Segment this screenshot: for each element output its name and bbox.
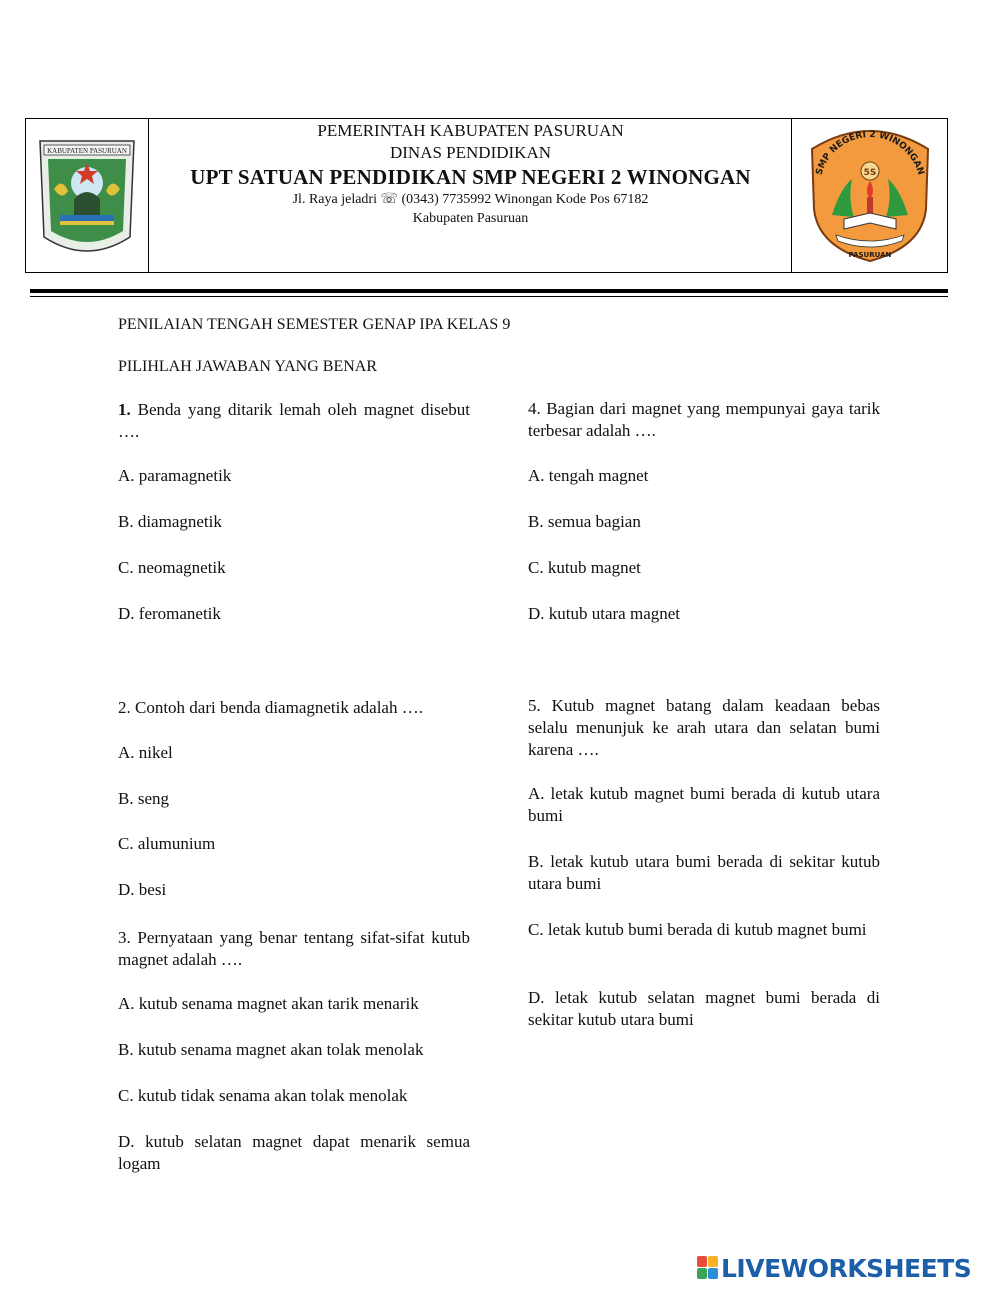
question-5: 5. Kutub magnet batang dalam keadaan bebas selalu menunjuk ke arah utara dan selatan bumi karena …. <box>528 696 880 759</box>
government-name: PEMERINTAH KABUPATEN PASURUAN <box>317 121 624 140</box>
district-logo-cell <box>26 119 149 272</box>
question-3-option-c[interactable]: C. kutub tidak senama akan tolak menolak <box>118 1086 408 1105</box>
header-rule-thin <box>30 296 948 297</box>
emblem-label: KABUPATEN PASURUAN <box>47 147 127 155</box>
exam-instruction: PILIHLAH JAWABAN YANG BENAR <box>118 358 378 375</box>
school-logo-label: SMP NEGERI 2 WINONGAN <box>814 129 926 177</box>
question-2-option-d[interactable]: D. besi <box>118 880 167 899</box>
question-2-option-b[interactable]: B. seng <box>118 789 169 808</box>
liveworksheets-text: LIVEWORKSHEETS <box>721 1254 972 1283</box>
letterhead <box>25 118 948 273</box>
liveworksheets-logo-icon <box>697 1256 719 1280</box>
question-1-text: Benda yang ditarik lemah oleh magnet disebut …. <box>118 400 470 441</box>
question-1-number: 1. <box>118 400 131 419</box>
question-4-option-a[interactable]: A. tengah magnet <box>528 466 649 485</box>
question-3-option-d[interactable]: D. kutub selatan magnet dapat menarik semua logam <box>118 1132 470 1173</box>
question-3-option-b[interactable]: B. kutub senama magnet akan tolak menolak <box>118 1040 424 1059</box>
question-5-option-d[interactable]: D. letak kutub selatan magnet bumi berada di sekitar kutub utara bumi <box>528 988 880 1029</box>
school-logo-bottom-label: PASURUAN <box>848 251 892 259</box>
question-1-option-d[interactable]: D. feromanetik <box>118 604 221 623</box>
school-address: Jl. Raya jeladri ☏ (0343) 7735992 Winongan Kode Pos 67182 <box>292 192 649 207</box>
question-3-option-a[interactable]: A. kutub senama magnet akan tarik menarik <box>118 994 419 1013</box>
question-1 <box>118 399 470 443</box>
question-1-option-b[interactable]: B. diamagnetik <box>118 512 222 531</box>
kabupaten-pasuruan-emblem <box>26 119 148 272</box>
school-logo-badge: 5S <box>863 168 877 178</box>
letterhead-text <box>148 119 793 272</box>
question-2-option-a[interactable]: A. nikel <box>118 743 173 762</box>
question-5-option-b[interactable]: B. letak kutub utara bumi berada di sekitar kutub utara bumi <box>528 852 880 893</box>
question-1-option-c[interactable]: C. neomagnetik <box>118 558 226 577</box>
question-2-option-c[interactable]: C. alumunium <box>118 834 216 853</box>
department-name: DINAS PENDIDIKAN <box>389 143 552 162</box>
question-4-option-d[interactable]: D. kutub utara magnet <box>528 604 681 623</box>
school-name: UPT SATUAN PENDIDIKAN SMP NEGERI 2 WINONGAN <box>190 165 751 189</box>
school-logo-cell <box>791 119 947 272</box>
header-rule-thick <box>30 289 948 293</box>
question-3: 3. Pernyataan yang benar tentang sifat-sifat kutub magnet adalah …. <box>118 928 470 969</box>
liveworksheets-watermark <box>697 1254 997 1284</box>
school-regency: Kabupaten Pasuruan <box>412 211 529 226</box>
question-5-option-a[interactable]: A. letak kutub magnet bumi berada di kutub utara bumi <box>528 784 880 825</box>
question-2: 2. Contoh dari benda diamagnetik adalah …. <box>118 698 423 717</box>
school-logo <box>792 119 947 272</box>
question-5-option-c[interactable]: C. letak kutub bumi berada di kutub magnet bumi <box>528 920 867 939</box>
question-4-option-c[interactable]: C. kutub magnet <box>528 558 641 577</box>
question-1-option-a[interactable]: A. paramagnetik <box>118 466 232 485</box>
question-4-option-b[interactable]: B. semua bagian <box>528 512 641 531</box>
exam-title: PENILAIAN TENGAH SEMESTER GENAP IPA KELAS 9 <box>118 316 511 333</box>
question-4: 4. Bagian dari magnet yang mempunyai gaya tarik terbesar adalah …. <box>528 399 880 440</box>
